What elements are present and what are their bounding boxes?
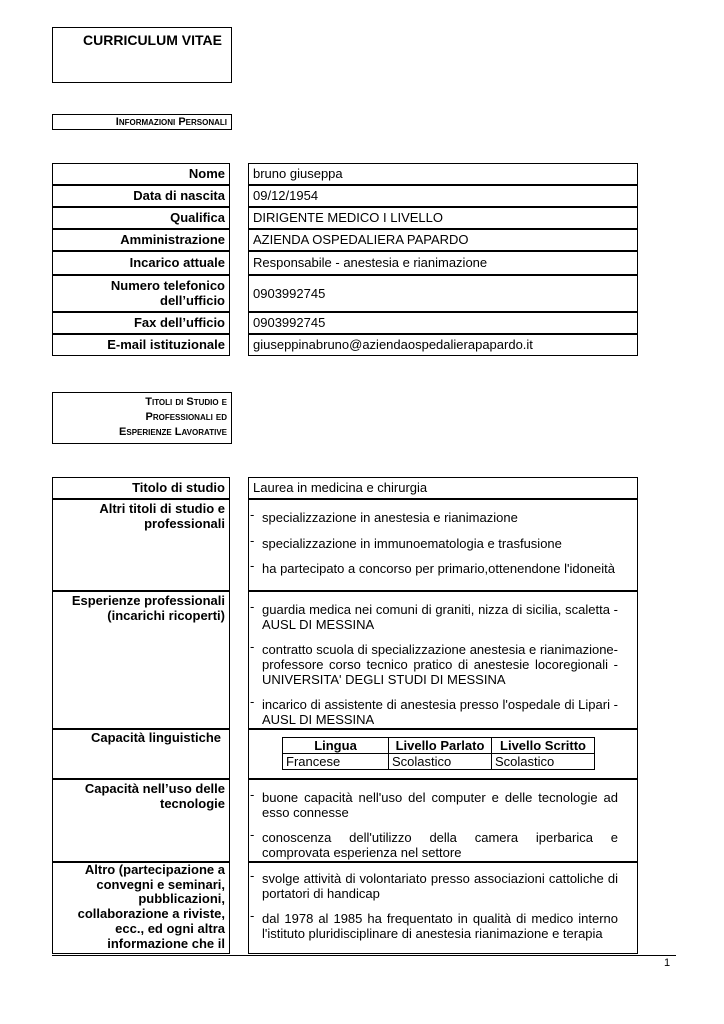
page-number: 1 [664,957,671,969]
lang-header-scritto: Livello Scritto [492,738,595,754]
section-heading-studies: Titoli di Studio e Professionali ed Esperienze Lavorative [52,392,232,444]
label-qualifica: Qualifica [52,207,230,229]
label-nome: Nome [52,163,230,185]
language-table-header [283,738,595,754]
cv-title: CURRICULUM VITAE [83,32,222,48]
list-item: - svolge attività di volontariato presso associazioni cattoliche di portatori di handicap [250,868,618,901]
value-numero-telefonico: 0903992745 [248,275,638,312]
label-incarico-attuale: Incarico attuale [52,251,230,275]
label-lingue: Capacità linguistiche [52,729,230,779]
value-data-nascita: 09/12/1954 [248,185,638,207]
value-email: giuseppinabruno@aziendaospedalierapapardo.it [248,334,638,356]
cv-title-box [52,27,232,83]
label-amministrazione: Amministrazione [52,229,230,251]
lang-header-lingua: Lingua [283,738,389,754]
label-titolo-studio: Titolo di studio [52,477,230,499]
label-esperienze: Esperienze professionali (incarichi ricoperti) [52,591,230,729]
label-altri-titoli: Altri titoli di studio e professionali [52,499,230,591]
list-item: - conoscenza dell'utilizzo della camera iperbarica e comprovata esperienza nel settore [250,827,618,860]
list-item: - incarico di assistente di anestesia presso l'ospedale di Lipari - AUSL DI MESSINA [250,694,618,727]
list-item: - guardia medica nei comuni di graniti, nizza di sicilia, scaletta - AUSL DI MESSINA [250,599,618,632]
language-table [282,737,595,770]
list-item: - ha partecipato a concorso per primario,ottenendone l'idoneità [250,558,615,576]
lang-header-parlato: Livello Parlato [389,738,492,754]
value-amministrazione: AZIENDA OSPEDALIERA PAPARDO [248,229,638,251]
label-data-nascita: Data di nascita [52,185,230,207]
value-nome: bruno giuseppa [248,163,638,185]
label-tecnologie: Capacità nell’uso delle tecnologie [52,779,230,862]
lang-cell: Francese [283,754,389,770]
list-item: - specializzazione in anestesia e rianimazione [250,507,518,525]
value-titolo-studio: Laurea in medicina e chirurgia [248,477,638,499]
value-fax: 0903992745 [248,312,638,334]
label-fax: Fax dell’ufficio [52,312,230,334]
section-heading-personal-text: Informazioni Personali [115,116,227,128]
lang-cell: Scolastico [389,754,492,770]
label-email: E-mail istituzionale [52,334,230,356]
footer-rule [52,955,676,956]
list-item: - buone capacità nell'uso del computer e delle tecnologie ad esso connesse [250,787,618,820]
value-qualifica: DIRIGENTE MEDICO I LIVELLO [248,207,638,229]
section-heading-personal [52,114,232,130]
value-incarico-attuale: Responsabile - anestesia e rianimazione [248,251,638,275]
label-altro: Altro (partecipazione a convegni e seminari, pubblicazioni, collaborazione a riviste, ecc., ed ogni altra informazione che il [52,862,230,954]
lang-cell: Scolastico [492,754,595,770]
label-numero-telefonico: Numero telefonico dell’ufficio [52,275,230,312]
list-item: - specializzazione in immunoematologia e trasfusione [250,533,562,551]
list-item: - dal 1978 al 1985 ha frequentato in qualità di medico interno l'istituto pluridisciplinare di anestesia rianimazione e terapia [250,908,618,941]
list-item: - contratto scuola di specializzazione anestesia e rianimazione-professore corso tecnico pratico di anestesie locoregionali - UNIVERSITA' DEGLI STUDI DI MESSINA [250,639,618,687]
table-row [283,754,595,770]
